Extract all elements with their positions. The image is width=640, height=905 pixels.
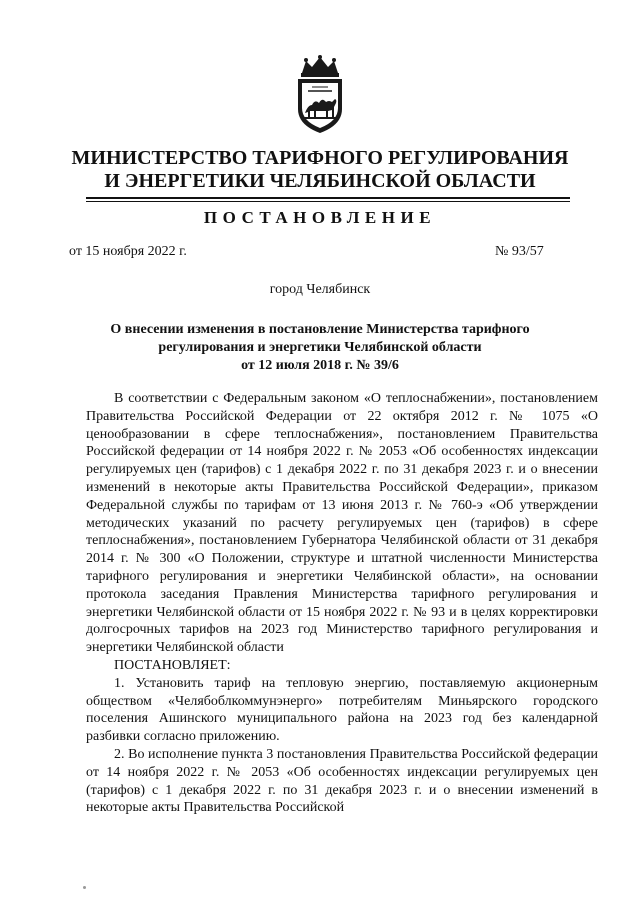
title-line2: регулирования и энергетики Челябинской области bbox=[158, 340, 482, 355]
scan-dot bbox=[83, 886, 86, 889]
coat-of-arms-icon bbox=[288, 55, 352, 135]
header-divider-thin bbox=[86, 201, 570, 202]
ministry-name-line2: И ЭНЕРГЕТИКИ ЧЕЛЯБИНСКОЙ ОБЛАСТИ bbox=[104, 170, 536, 192]
document-type: ПОСТАНОВЛЕНИЕ bbox=[203, 208, 437, 227]
document-city: город Челябинск bbox=[269, 282, 371, 297]
item-1-paragraph: 1. Установить тариф на тепловую энергию, поставляемую акционерным обществом «Челябоблкоммунэнерго» потребителям Миньярского городского поселения Ашинского муниципального района на 2023 год без календарной разбивки согласно приложению. bbox=[86, 675, 598, 745]
document-title bbox=[100, 321, 540, 375]
document-number: № 93/57 bbox=[495, 244, 544, 259]
document-body bbox=[86, 390, 598, 817]
title-line3: от 12 июля 2018 г. № 39/6 bbox=[241, 358, 399, 373]
document-date: от 15 ноября 2022 г. bbox=[69, 244, 187, 259]
title-line1: О внесении изменения в постановление Министерства тарифного bbox=[110, 322, 530, 337]
item-2-paragraph: 2. Во исполнение пункта 3 постановления Правительства Российской федерации от 14 ноября 2022 г. № 2053 «Об особенностях индексации регулируемых цен (тарифов) с 1 декабря 2022 г. по 31 декабря 2023 г. и о внесении изменений в некоторые акты Правительства Российской bbox=[86, 746, 598, 816]
header-divider bbox=[86, 197, 570, 199]
preamble-paragraph: В соответствии с Федеральным законом «О теплоснабжении», постановлением Правительства Российской Федерации от 22 октября 2012 г. № 1075 «О ценообразовании в сфере теплоснабжения», постановлением Правительства Российской федерации от 14 ноября 2022 г. № 2053 «Об особенностях индексации регулируемых цен (тарифов) с 1 декабря 2022 г. по 31 декабря 2023 г. и о внесении изменений в некоторые акты Правительства Российской Федерации», приказом Федеральной службы по тарифам от 13 июня 2013 г. № 760-э «Об утверждении методических указаний по расчету регулируемых цен (тарифов) в сфере теплоснабжения», постановлением Губернатора Челябинской области от 31 декабря 2014 г. № 300 «О Положении, структуре и штатной численности Министерства тарифного регулирования и энергетики Челябинской области», на основании протокола заседания Правления Министерства тарифного регулирования и энергетики Челябинской области от 15 ноября 2022 г. № 93 и в целях корректировки долгосрочных тарифов на 2023 год Министерство тарифного регулирования и энергетики Челябинской области bbox=[86, 391, 598, 656]
ministry-name-line1: МИНИСТЕРСТВО ТАРИФНОГО РЕГУЛИРОВАНИЯ bbox=[71, 147, 569, 169]
resolves-heading: ПОСТАНОВЛЯЕТ: bbox=[114, 657, 231, 673]
